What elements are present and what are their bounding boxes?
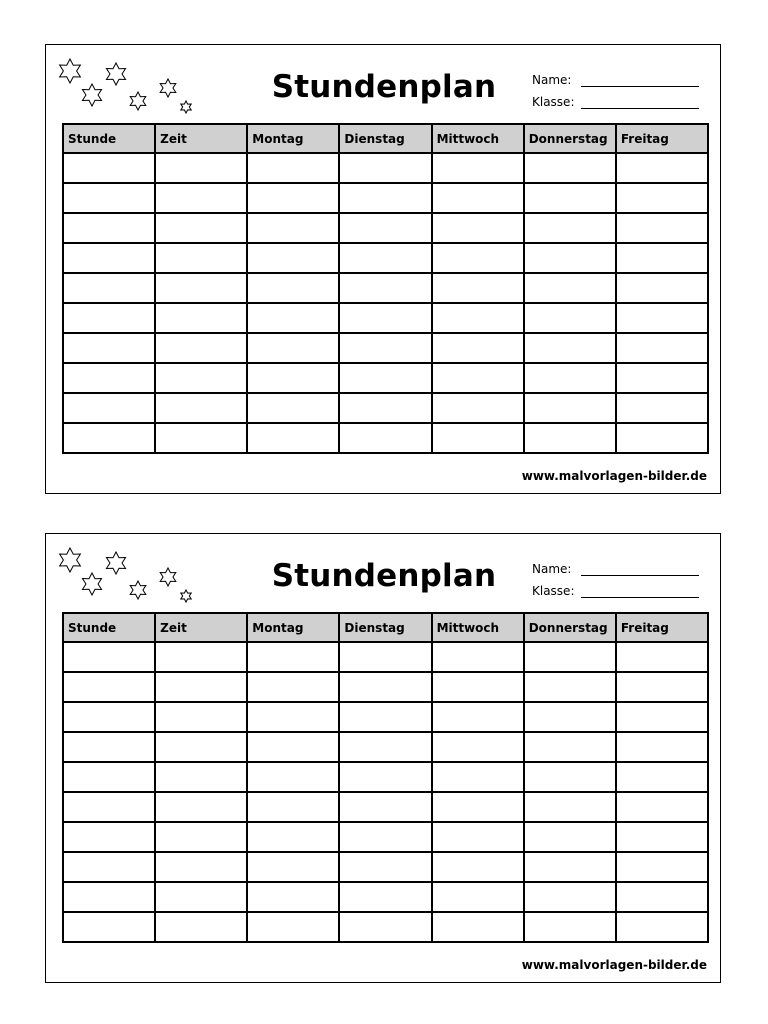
cell-dienstag[interactable]: [339, 792, 431, 822]
table-row: [63, 153, 708, 183]
cell-stunde[interactable]: [63, 792, 155, 822]
cell-dienstag[interactable]: [339, 363, 431, 393]
cell-zeit[interactable]: [155, 762, 247, 792]
cell-donnerstag[interactable]: [524, 792, 616, 822]
class-field: [532, 93, 712, 113]
cell-zeit[interactable]: [155, 303, 247, 333]
cell-stunde[interactable]: [63, 303, 155, 333]
cell-mittwoch[interactable]: [432, 303, 524, 333]
column-header-zeit: Zeit: [155, 613, 247, 642]
sheet-title: Stundenplan: [271, 69, 497, 105]
cell-mittwoch[interactable]: [432, 822, 524, 852]
cell-donnerstag[interactable]: [524, 213, 616, 243]
cell-stunde[interactable]: [63, 702, 155, 732]
cell-stunde[interactable]: [63, 273, 155, 303]
cell-donnerstag[interactable]: [524, 393, 616, 423]
table-row: [63, 732, 708, 762]
cell-donnerstag[interactable]: [524, 822, 616, 852]
cell-dienstag[interactable]: [339, 333, 431, 363]
timetable-body: [63, 642, 708, 942]
cell-zeit[interactable]: [155, 642, 247, 672]
website-footer: www.malvorlagen-bilder.de: [521, 958, 707, 972]
cell-stunde[interactable]: [63, 882, 155, 912]
cell-donnerstag[interactable]: [524, 672, 616, 702]
table-row: [63, 303, 708, 333]
cell-freitag[interactable]: [616, 393, 708, 423]
cell-donnerstag[interactable]: [524, 912, 616, 942]
cell-zeit[interactable]: [155, 243, 247, 273]
table-row: [63, 822, 708, 852]
cell-mittwoch[interactable]: [432, 732, 524, 762]
cell-mittwoch[interactable]: [432, 213, 524, 243]
cell-freitag[interactable]: [616, 423, 708, 453]
timetable-body: [63, 153, 708, 453]
cell-montag[interactable]: [247, 852, 339, 882]
cell-dienstag[interactable]: [339, 912, 431, 942]
website-footer: www.malvorlagen-bilder.de: [521, 469, 707, 483]
cell-stunde[interactable]: [63, 393, 155, 423]
table-row: [63, 852, 708, 882]
cell-zeit[interactable]: [155, 393, 247, 423]
cell-dienstag[interactable]: [339, 672, 431, 702]
cell-stunde[interactable]: [63, 213, 155, 243]
cell-mittwoch[interactable]: [432, 273, 524, 303]
cell-donnerstag[interactable]: [524, 423, 616, 453]
cell-montag[interactable]: [247, 423, 339, 453]
table-row: [63, 183, 708, 213]
cell-montag[interactable]: [247, 762, 339, 792]
cell-stunde[interactable]: [63, 912, 155, 942]
class-field: [532, 582, 712, 602]
column-header-stunde: Stunde: [63, 124, 155, 153]
cell-mittwoch[interactable]: [432, 393, 524, 423]
table-row: [63, 213, 708, 243]
cell-montag[interactable]: [247, 303, 339, 333]
cell-dienstag[interactable]: [339, 393, 431, 423]
cell-zeit[interactable]: [155, 183, 247, 213]
cell-dienstag[interactable]: [339, 702, 431, 732]
cell-donnerstag[interactable]: [524, 642, 616, 672]
cell-montag[interactable]: [247, 363, 339, 393]
cell-dienstag[interactable]: [339, 732, 431, 762]
cell-montag[interactable]: [247, 822, 339, 852]
cell-zeit[interactable]: [155, 882, 247, 912]
cell-dienstag[interactable]: [339, 762, 431, 792]
column-header-dienstag: Dienstag: [339, 613, 431, 642]
cell-stunde[interactable]: [63, 153, 155, 183]
cell-freitag[interactable]: [616, 702, 708, 732]
cell-montag[interactable]: [247, 213, 339, 243]
cell-stunde[interactable]: [63, 672, 155, 702]
name-label: Name:: [532, 562, 572, 576]
column-header-donnerstag: Donnerstag: [524, 613, 616, 642]
cell-donnerstag[interactable]: [524, 762, 616, 792]
cell-zeit[interactable]: [155, 792, 247, 822]
cell-freitag[interactable]: [616, 363, 708, 393]
cell-montag[interactable]: [247, 642, 339, 672]
cell-stunde[interactable]: [63, 642, 155, 672]
cell-mittwoch[interactable]: [432, 702, 524, 732]
cell-donnerstag[interactable]: [524, 702, 616, 732]
cell-dienstag[interactable]: [339, 303, 431, 333]
cell-donnerstag[interactable]: [524, 183, 616, 213]
cell-dienstag[interactable]: [339, 882, 431, 912]
cell-stunde[interactable]: [63, 852, 155, 882]
cell-dienstag[interactable]: [339, 273, 431, 303]
cell-dienstag[interactable]: [339, 243, 431, 273]
cell-donnerstag[interactable]: [524, 732, 616, 762]
cell-freitag[interactable]: [616, 183, 708, 213]
table-row: [63, 762, 708, 792]
name-write-line[interactable]: [581, 575, 699, 576]
class-write-line[interactable]: [581, 597, 699, 598]
cell-mittwoch[interactable]: [432, 762, 524, 792]
class-label: Klasse:: [532, 584, 575, 598]
cell-freitag[interactable]: [616, 852, 708, 882]
class-write-line[interactable]: [581, 108, 699, 109]
name-field: [532, 71, 712, 91]
cell-mittwoch[interactable]: [432, 792, 524, 822]
table-row: [63, 243, 708, 273]
cell-dienstag[interactable]: [339, 183, 431, 213]
table-row: [63, 702, 708, 732]
cell-donnerstag[interactable]: [524, 363, 616, 393]
cell-stunde[interactable]: [63, 243, 155, 273]
cell-stunde[interactable]: [63, 363, 155, 393]
cell-mittwoch[interactable]: [432, 642, 524, 672]
cell-montag[interactable]: [247, 393, 339, 423]
cell-stunde[interactable]: [63, 333, 155, 363]
cell-montag[interactable]: [247, 333, 339, 363]
column-header-donnerstag: Donnerstag: [524, 124, 616, 153]
cell-zeit[interactable]: [155, 153, 247, 183]
cell-zeit[interactable]: [155, 363, 247, 393]
cell-montag[interactable]: [247, 792, 339, 822]
column-header-mittwoch: Mittwoch: [432, 124, 524, 153]
table-row: [63, 882, 708, 912]
table-row: [63, 273, 708, 303]
cell-montag[interactable]: [247, 153, 339, 183]
sheet-title: Stundenplan: [271, 558, 497, 594]
cell-mittwoch[interactable]: [432, 183, 524, 213]
cell-zeit[interactable]: [155, 732, 247, 762]
cell-zeit[interactable]: [155, 672, 247, 702]
cell-montag[interactable]: [247, 732, 339, 762]
name-label: Name:: [532, 73, 572, 87]
cell-mittwoch[interactable]: [432, 882, 524, 912]
column-header-dienstag: Dienstag: [339, 124, 431, 153]
cell-mittwoch[interactable]: [432, 852, 524, 882]
cell-dienstag[interactable]: [339, 822, 431, 852]
cell-stunde[interactable]: [63, 732, 155, 762]
cell-freitag[interactable]: [616, 213, 708, 243]
cell-dienstag[interactable]: [339, 852, 431, 882]
table-row: [63, 642, 708, 672]
table-row: [63, 423, 708, 453]
table-row: [63, 672, 708, 702]
name-field: [532, 560, 712, 580]
timetable-sheet-1: [45, 44, 721, 494]
cell-montag[interactable]: [247, 702, 339, 732]
column-header-mittwoch: Mittwoch: [432, 613, 524, 642]
cell-montag[interactable]: [247, 672, 339, 702]
cell-stunde[interactable]: [63, 183, 155, 213]
cell-donnerstag[interactable]: [524, 852, 616, 882]
cell-montag[interactable]: [247, 912, 339, 942]
cell-montag[interactable]: [247, 882, 339, 912]
cell-dienstag[interactable]: [339, 642, 431, 672]
cell-freitag[interactable]: [616, 762, 708, 792]
table-row: [63, 792, 708, 822]
table-row: [63, 363, 708, 393]
cell-zeit[interactable]: [155, 702, 247, 732]
cell-donnerstag[interactable]: [524, 333, 616, 363]
cell-donnerstag[interactable]: [524, 303, 616, 333]
column-header-zeit: Zeit: [155, 124, 247, 153]
cell-freitag[interactable]: [616, 732, 708, 762]
cell-freitag[interactable]: [616, 642, 708, 672]
column-header-freitag: Freitag: [616, 124, 708, 153]
cell-donnerstag[interactable]: [524, 882, 616, 912]
cell-zeit[interactable]: [155, 333, 247, 363]
column-header-montag: Montag: [247, 613, 339, 642]
cell-stunde[interactable]: [63, 762, 155, 792]
cell-zeit[interactable]: [155, 852, 247, 882]
timetable-sheet-2: [45, 533, 721, 983]
cell-freitag[interactable]: [616, 882, 708, 912]
cell-freitag[interactable]: [616, 243, 708, 273]
cell-freitag[interactable]: [616, 792, 708, 822]
timetable-grid: [62, 612, 709, 943]
cell-freitag[interactable]: [616, 822, 708, 852]
cell-donnerstag[interactable]: [524, 273, 616, 303]
cell-donnerstag[interactable]: [524, 243, 616, 273]
cell-dienstag[interactable]: [339, 423, 431, 453]
cell-dienstag[interactable]: [339, 153, 431, 183]
cell-montag[interactable]: [247, 183, 339, 213]
table-row: [63, 393, 708, 423]
cell-zeit[interactable]: [155, 423, 247, 453]
header-row: [63, 124, 708, 153]
cell-freitag[interactable]: [616, 303, 708, 333]
class-label: Klasse:: [532, 95, 575, 109]
cell-freitag[interactable]: [616, 912, 708, 942]
cell-freitag[interactable]: [616, 333, 708, 363]
cell-freitag[interactable]: [616, 672, 708, 702]
cell-montag[interactable]: [247, 273, 339, 303]
cell-zeit[interactable]: [155, 822, 247, 852]
column-header-stunde: Stunde: [63, 613, 155, 642]
cell-mittwoch[interactable]: [432, 243, 524, 273]
table-row: [63, 912, 708, 942]
cell-mittwoch[interactable]: [432, 912, 524, 942]
cell-zeit[interactable]: [155, 213, 247, 243]
header-row: [63, 613, 708, 642]
cell-freitag[interactable]: [616, 153, 708, 183]
table-row: [63, 333, 708, 363]
cell-mittwoch[interactable]: [432, 363, 524, 393]
cell-montag[interactable]: [247, 243, 339, 273]
cell-mittwoch[interactable]: [432, 333, 524, 363]
name-write-line[interactable]: [581, 86, 699, 87]
cell-stunde[interactable]: [63, 423, 155, 453]
cell-zeit[interactable]: [155, 912, 247, 942]
cell-dienstag[interactable]: [339, 213, 431, 243]
cell-stunde[interactable]: [63, 822, 155, 852]
column-header-freitag: Freitag: [616, 613, 708, 642]
cell-mittwoch[interactable]: [432, 672, 524, 702]
timetable-grid: [62, 123, 709, 454]
cell-donnerstag[interactable]: [524, 153, 616, 183]
cell-zeit[interactable]: [155, 273, 247, 303]
cell-mittwoch[interactable]: [432, 423, 524, 453]
cell-mittwoch[interactable]: [432, 153, 524, 183]
column-header-montag: Montag: [247, 124, 339, 153]
cell-freitag[interactable]: [616, 273, 708, 303]
